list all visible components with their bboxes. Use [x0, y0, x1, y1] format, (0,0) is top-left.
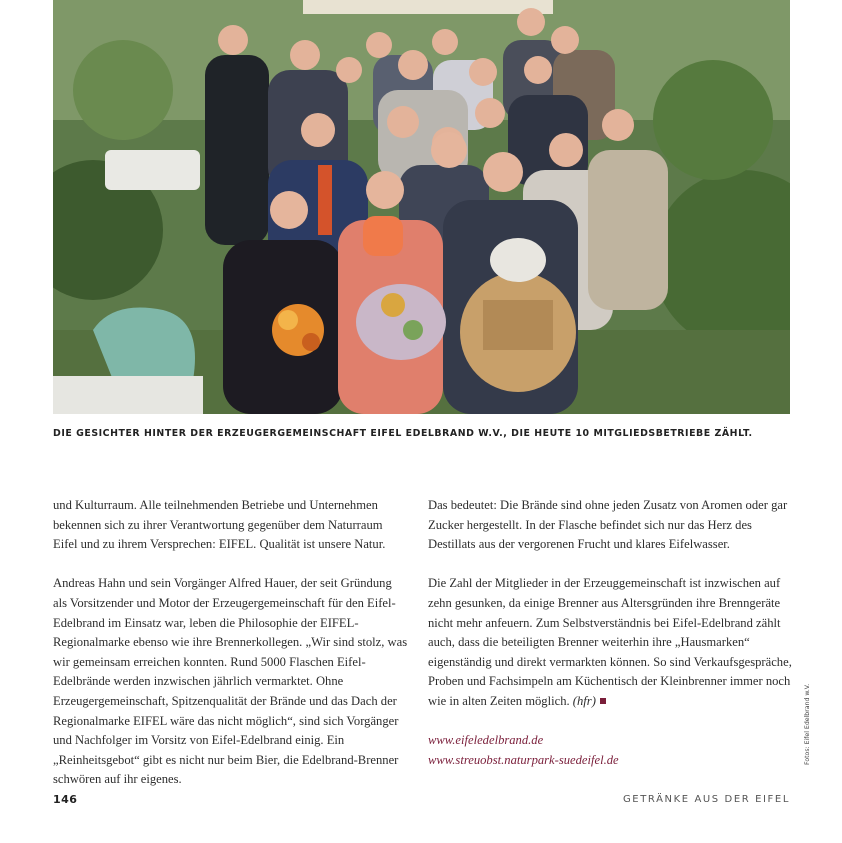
page-number: 146	[53, 793, 78, 806]
left-paragraph-2: Andreas Hahn und sein Vorgänger Alfred Hauer, der seit Gründung als Vorsitzender und Motor der Erzeugergemeinschaft für den Eifel-Edelbrand im Einsatz war, leben die Philosophie der EIFEL-Regionalmarke ebenso wie ihre Brennerkollegen. „Wir sind stolz, was wir gemeinsam erreichen konnten. Rund 5000 Flaschen Eifel-Edelbrände werden inzwischen jährlich vermarktet. Ohne Erzeugergemeinschaft, Spitzenqualität der Brände und das Dach der Regionalmarke EIFEL wäre das nicht möglich“, sind sich Vorgänger und Nachfolger im Vorsitz von Eifel-Edelbrand einig. Ein „Reinheitsgebot“ gibt es nicht nur beim Bier, die Edelbrand-Brenner schwören auf ihr eigenes.	[53, 576, 408, 787]
link-list	[428, 731, 793, 770]
photo-credit: Fotos: Eifel Edelbrand w.V.	[804, 683, 811, 765]
photo-caption: DIE GESICHTER HINTER DER ERZEUGERGEMEINSCHAFT EIFEL EDELBRAND W.V., DIE HEUTE 10 MITGLIEDSBETRIEBE ZÄHLT.	[53, 428, 753, 439]
group-photo	[53, 0, 790, 414]
link-streuobst[interactable]: www.streuobst.naturpark-suedeifel.de	[428, 752, 619, 767]
left-paragraph-1: und Kulturraum. Alle teilnehmenden Betriebe und Unternehmen bekennen sich zu ihrer Verantwortung gegenüber dem Naturraum Eifel und zu ihrem Versprechen: EIFEL. Qualität ist unsere Natur.	[53, 498, 386, 552]
right-column	[428, 496, 793, 770]
link-eifeledelbrand[interactable]: www.eifeledelbrand.de	[428, 733, 544, 748]
group-photo-illustration	[53, 0, 790, 414]
end-square-icon	[600, 698, 606, 704]
section-title: GETRÄNKE AUS DER EIFEL	[622, 794, 790, 805]
right-paragraph-2-text: Die Zahl der Mitglieder in der Erzeuggemeinschaft ist inzwischen auf zehn gesunken, da einige Brenner aus Altersgründen ihre Brenngeräte nicht mehr anfeuern. Zum Selbstverständnis bei Eifel-Edelbrand zählt auch, dass die beteiligten Brenner weiterhin ihre „Hausmarken“ eigenständig und direkt vermarkten können. So sind Verkaufsgespräche, Proben und Fachsimpeln am Küchentisch der Kleinbrenner immer noch wie in alten Zeiten möglich.	[428, 576, 792, 708]
author-initials: (hfr)	[572, 693, 596, 708]
left-column	[53, 496, 408, 790]
right-paragraph-1: Das bedeutet: Die Brände sind ohne jeden Zusatz von Aromen oder gar Zucker hergestellt. In der Flasche befindet sich nur das Herz des Destillats aus der vergorenen Frucht und klares Eifelwasser.	[428, 498, 788, 552]
right-paragraph-2	[428, 574, 793, 711]
